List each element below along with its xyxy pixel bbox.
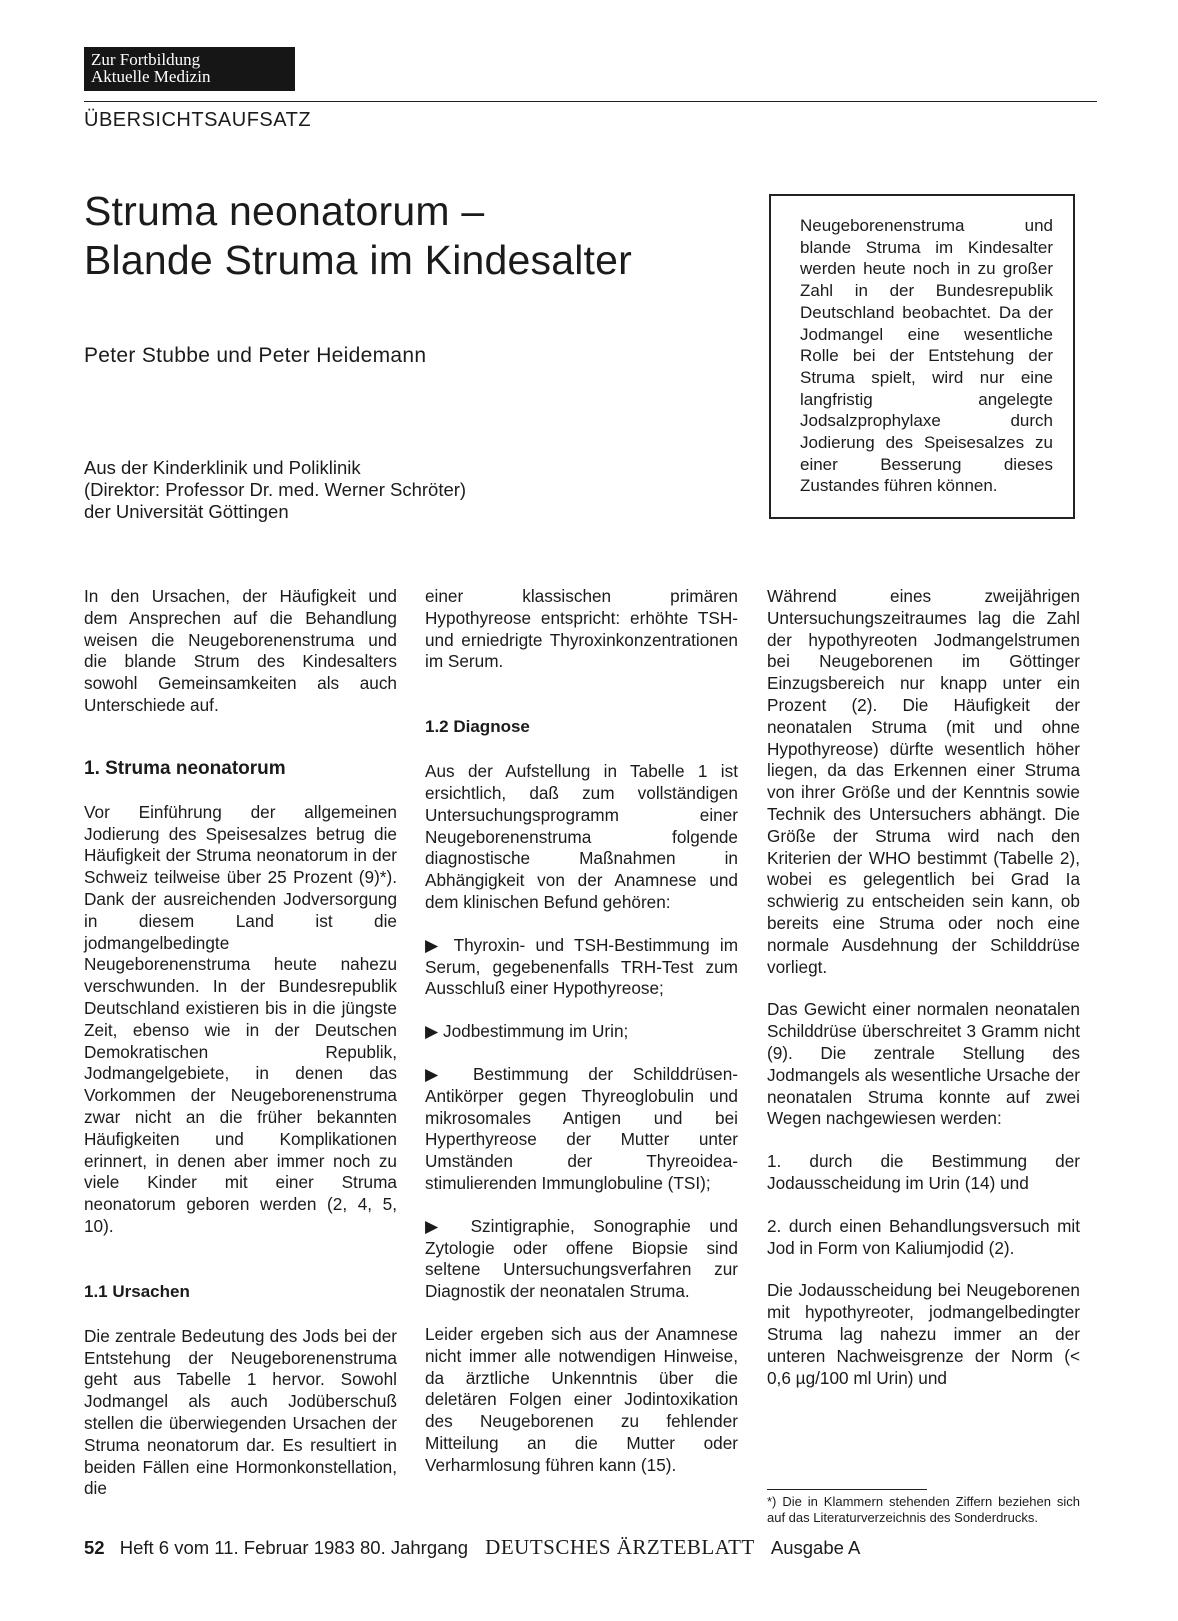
banner-line-2: Aktuelle Medizin [91, 67, 211, 86]
header-rule [84, 101, 1097, 102]
list-item [425, 1064, 738, 1195]
section-label: ÜBERSICHTSAUFSATZ [84, 109, 312, 131]
section-banner [84, 47, 295, 91]
column-1 [84, 586, 397, 1500]
heading-ursachen: 1.1 Ursachen [84, 1281, 190, 1301]
paragraph: Während eines zweijährigen Untersuchungszeitraumes lag die Zahl der hypothyreoten Jodmangelstrumen bei Neugeborenen im Göttinger Einzugsbereich nur knapp unter ein Prozent (2). Die Häufigkeit der neonatalen Struma (mit und ohne Hypothyreose) dürfte wesentlich höher liegen, da das Erkennen einer Struma von ihrer Größe und der Kenntnis sowie Technik des Untersuchers abhängt. Die Größe der Struma wird nach den Kriterien der WHO bestimmt (Tabelle 2), wobei es gelegentlich bei Grad Ia schwierig zu entscheiden sein kann, ob bereits eine Struma oder noch eine normale Ausdehnung der Schilddrüse vorliegt. [767, 586, 1080, 977]
paragraph: Die zentrale Bedeutung des Jods bei der Entstehung der Neugeborenenstruma geht aus Tabelle 1 hervor. Sowohl Jodmangel als auch Jodüberschuß stellen die überwiegenden Ursachen der Struma neonatorum dar. Es resultiert in beiden Fällen eine Hormonkonstellation, die [84, 1325, 397, 1499]
numbered-item: 1. durch die Bestimmung der Jodausscheidung im Urin (14) und [767, 1151, 1080, 1193]
list-item-text: Jodbestimmung im Urin; [443, 1021, 629, 1042]
footnote: *) Die in Klammern stehenden Ziffern beziehen sich auf das Literaturverzeichnis des Sonderdrucks. [767, 1494, 1080, 1525]
journal-name: DEUTSCHES ÄRZTEBLATT [485, 1535, 755, 1559]
title-line-1: Struma neonatorum – [84, 188, 485, 234]
numbered-item: 2. durch einen Behandlungsversuch mit Jod in Form von Kaliumjodid (2). [767, 1215, 1080, 1258]
affiliation-line-1: Aus der Kinderklinik und Poliklinik [84, 457, 361, 478]
column-3 [767, 586, 1080, 1389]
paragraph: Aus der Aufstellung in Tabelle 1 ist ersichtlich, daß zum vollständigen Untersuchungsprogramm einer Neugeborenenstruma folgende diagnostische Maßnahmen in Abhängigkeit von der Anamnese und dem klinischen Befund gehören: [425, 761, 738, 912]
list-item [425, 1021, 738, 1043]
title-line-2: Blande Struma im Kindesalter [84, 237, 632, 283]
paragraph: einer klassischen primären Hypothyreose entspricht: erhöhte TSH- und erniedrigte Thyroxinkonzentrationen im Serum. [425, 586, 738, 672]
affiliation-line-2: (Direktor: Professor Dr. med. Werner Schröter) [84, 479, 467, 500]
bullet-arrow-icon: ▶ [425, 1021, 439, 1042]
edition: Ausgabe A [770, 1537, 861, 1558]
paragraph: Die Jodausscheidung bei Neugeborenen mit hypothyreoter, jodmangelbedingter Struma lag nahezu immer an der unteren Nachweisgrenze der Norm (< 0,6 µg/100 ml Urin) und [767, 1280, 1080, 1388]
list-item-text: Szintigraphie, Sonographie und Zytologie oder offene Biopsie sind seltene Untersuchungsverfahren zur Diagnostik der neonatalen Struma. [425, 1215, 738, 1302]
authors: Peter Stubbe und Peter Heidemann [84, 344, 427, 367]
article-title [84, 187, 632, 285]
paragraph: Das Gewicht einer normalen neonatalen Schilddrüse überschreitet 3 Gramm nicht (9). Die zentrale Stellung des Jodmangels als wesentliche Ursache der neonatalen Struma konnte auf zwei Wegen nachgewiesen werden: [767, 999, 1080, 1129]
paragraph: Leider ergeben sich aus der Anamnese nicht immer alle notwendigen Hinweise, da ärztliche Unkenntnis über die deletären Folgen einer Jodintoxikation des Neugeborenen zu fehlender Mitteilung an die Mutter oder Verharmlosung führen kann (15). [425, 1323, 738, 1475]
list-item-text: Bestimmung der Schilddrüsen-Antikörper gegen Thyreoglobulin und mikrosomales Antigen und bei Hyperthyreose der Mutter unter Umständen der Thyreoidea-stimulierenden Immunglobuline (TSI); [425, 1063, 738, 1193]
abstract-text: Neugeborenenstruma und blande Struma im Kindesalter werden heute noch in zu großer Zahl in der Bundesrepublik Deutschland beobachtet. Da der Jodmangel eine wesentliche Rolle bei der Entstehung der Struma spielt, wird nur eine langfristig angelegte Jodsalzprophylaxe durch Jodierung des Speisesalzes zu einer Besserung dieses Zustandes führen können. [800, 216, 1053, 496]
banner-line-1: Zur Fortbildung [91, 50, 201, 69]
issue-info: Heft 6 vom 11. Februar 1983 80. Jahrgang [119, 1537, 469, 1558]
footnote-rule [767, 1489, 927, 1490]
list-item [425, 935, 738, 1000]
affiliation [84, 457, 466, 523]
page-number: 52 [84, 1537, 105, 1558]
heading-diagnose: 1.2 Diagnose [425, 717, 530, 737]
bullet-arrow-icon: ▶ [425, 1215, 453, 1236]
bullet-arrow-icon: ▶ [425, 934, 444, 955]
paragraph: Vor Einführung der allgemeinen Jodierung des Speisesalzes betrug die Häufigkeit der Struma neonatorum in der Schweiz teilweise über 25 Prozent (9)*). Dank der ausreichenden Jodversorgung in diesem Land ist die jodmangelbedingte Neugeborenenstruma heute nahezu verschwunden. In der Bundesrepublik Deutschland existieren bis in die jüngste Zeit, ebenso wie in der Deutschen Demokratischen Republik, Jodmangelgebiete, in denen das Vorkommen der Neugeborenenstruma zwar nicht an die früher bekannten Häufigkeiten und Komplikationen erinnert, in denen aber immer noch zu viele Kinder mit einer Struma neonatorum geboren werden (2, 4, 5, 10). [84, 801, 397, 1236]
abstract-box [769, 194, 1075, 519]
list-item-text: Thyroxin- und TSH-Bestimmung im Serum, gegebenenfalls TRH-Test zum Ausschluß einer Hypothyreose; [425, 934, 739, 999]
intro-paragraph: In den Ursachen, der Häufigkeit und dem Ansprechen auf die Behandlung weisen die Neugeborenenstruma und die blande Strum des Kindesalters sowohl Gemeinsamkeiten als auch Unterschiede auf. [84, 586, 397, 715]
page-footer [84, 1535, 860, 1560]
bullet-arrow-icon: ▶ [425, 1063, 454, 1084]
heading-struma-neonatorum: 1. Struma neonatorum [84, 757, 286, 779]
list-item [425, 1216, 738, 1303]
affiliation-line-3: der Universität Göttingen [84, 501, 289, 522]
column-2 [425, 586, 738, 1477]
